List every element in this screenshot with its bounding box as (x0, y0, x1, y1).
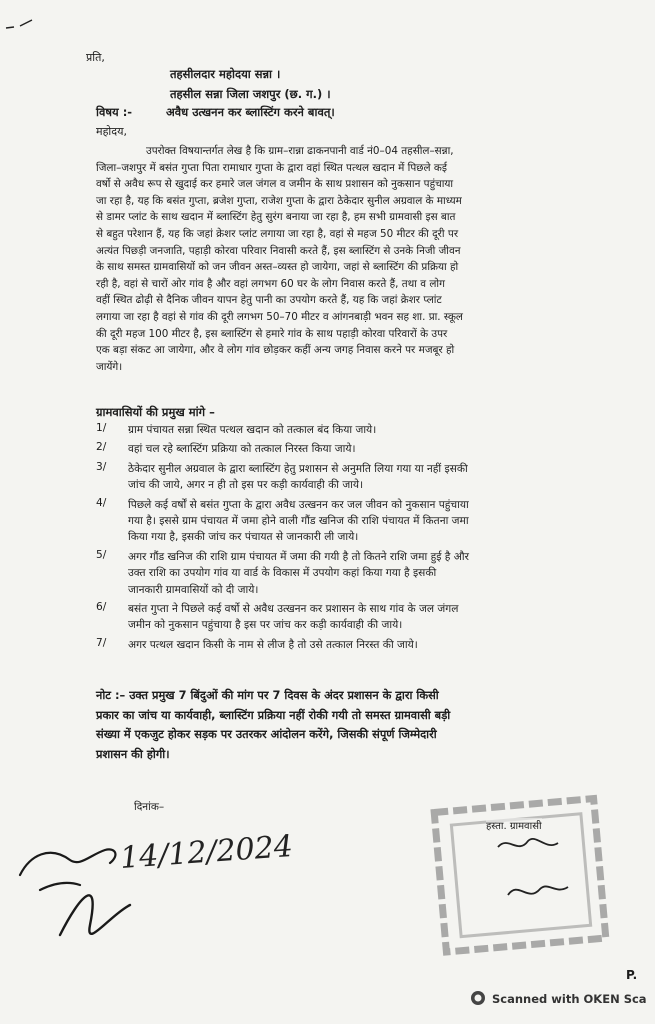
demand-line: ग्राम पंचायत सन्ना स्थित पत्थल खदान को तत्काल बंद किया जाये। (128, 424, 377, 436)
demand-text (128, 461, 636, 494)
demands-list (96, 422, 636, 656)
demand-number: 3/ (96, 460, 107, 473)
subject-label: विषय :- (96, 105, 133, 119)
demand-line: बसंत गुप्ता ने पिछले कई वर्षो से अवैध उत्खनन कर प्रशासन के साथ गांव के जल जंगल (128, 603, 459, 616)
subject-text: अवैध उत्खनन कर ब्लास्टिंग करने बावत्। (166, 105, 335, 119)
demand-line: उक्त राशि का उपयोग गांव या वार्ड के विकास में उपयोग कहां किया गया है इसकी (128, 567, 437, 580)
ink-stamp-icon (428, 785, 618, 960)
body-line: अत्यंत पिछड़ी जनजाति, पहाड़ी कोरवा परिवार निवासी करते हैं, इस ब्लास्टिंग से उनके निजी जीवन (96, 244, 461, 257)
note-line: संख्या में एकजुट होकर सड़क पर उतरकर आंदोलन करेंगे, जिसकी संपूर्ण जिम्मेदारी (96, 727, 437, 741)
page-marker: P. (626, 968, 638, 982)
salutation: महोदय, (96, 125, 127, 138)
handwritten-date: 14/12/2024 (118, 829, 294, 876)
demand-text (128, 422, 636, 438)
body-line: जिला–जशपुर में बसंत गुप्ता पिता रामाधार गुप्ता के द्वारा वहां स्थित पत्थल खदान में पिछले कई (96, 161, 447, 174)
demand-item (96, 497, 636, 546)
body-line: से डामर प्लांट के साथ खदान में ब्लास्टिंग हेतु सुरंग बनाया जा रहा है, हम सभी ग्रामवासी इस बात (96, 211, 456, 224)
demand-number: 2/ (96, 441, 107, 454)
demand-line: ठेकेदार सुनील अग्रवाल के द्वारा ब्लास्टिंग हेतु प्रशासन से अनुमति लिया गया या नहीं इसकी (128, 462, 468, 475)
demand-text (128, 497, 636, 546)
date-label: दिनांक– (134, 801, 165, 813)
demand-item (96, 441, 636, 457)
demand-number: 1/ (96, 422, 107, 434)
demand-line: वहां चल रहे ब्लास्टिंग प्रक्रिया को तत्काल निरस्त किया जाये। (128, 443, 356, 456)
demand-text (128, 601, 636, 634)
demand-item (96, 601, 636, 634)
demand-number: 7/ (96, 636, 107, 649)
body-line: लगाया जा रहा है वहां से गांव की दूरी लगभग 50–70 मीटर व आंगनबाड़ी भवन सह शा. प्रा. स्कूल (96, 310, 463, 323)
demand-number: 6/ (96, 601, 107, 614)
body-line: जायेंगे। (96, 360, 123, 373)
scanner-watermark-text: Scanned with OKEN Sca (492, 992, 647, 1006)
demand-item (96, 461, 636, 494)
note-line: प्रशासन की होगी। (96, 746, 170, 761)
note-paragraph (96, 686, 636, 764)
body-line: की दूरी महज 100 मीटर है, इस ब्लास्टिंग से हमारे गांव के साथ पहाड़ी कोरवा परिवारों के उपर (96, 327, 448, 340)
body-line: वर्षो से अवैध रूप से खुदाई कर हमारे जल जंगल व जमीन के साथ प्रशासन को नुकसान पहुंचाया (96, 178, 454, 191)
pen-mark-icon (4, 18, 34, 32)
demand-line: जानकारी ग्रामवासियों को दी जाये। (128, 583, 259, 596)
body-line: रही है, वहां से चारों ओर गांव है और वहां लगभग 60 घर के लोग निवास करते हैं, तथा व लोग (96, 277, 445, 290)
recipient-address-line1: तहसीलदार महोदया सन्ना । (170, 67, 281, 81)
recipient-label: प्रति, (86, 51, 105, 64)
demand-line: जांच की जाये, अगर न ही तो इस पर कड़ी कार्यवाही की जाये। (128, 479, 364, 492)
demand-item (96, 422, 636, 438)
note-line: नोट :– उक्त प्रमुख 7 बिंदुओं की मांग पर 7 दिवस के अंदर प्रशासन के द्वारा किसी (96, 688, 439, 702)
demand-line: किया गया है, इसकी जांच कर पंचायत से जानकारी ली जाये। (128, 531, 359, 544)
recipient-address-line2: तहसील सन्ना जिला जशपुर (छ. ग.) । (170, 87, 331, 101)
body-line: से बहुत परेशान हैं, यह कि जहां क्रेशर प्लांट लगाया जा रहा है, वहां से महज 50 मीटर की दूरी पर (96, 227, 459, 240)
demands-title: ग्रामवासियों की प्रमुख मांगे – (96, 405, 215, 419)
demand-line: अगर गौंड खनिज की राशि ग्राम पंचायत में जमा की गयी है तो कितने राशि जमा हुई है और (128, 550, 469, 563)
demand-line: अगर पत्थल खदान किसी के नाम से लीज है तो उसे तत्काल निरस्त की जाये। (128, 638, 418, 651)
demand-line: जमीन को नुकसान पहुंचाया है इस पर जांच कर कड़ी कार्यवाही की जाये। (128, 619, 403, 632)
body-line: वहीं स्थित ढोढ़ी से दैनिक जीवन यापन हेतु पानी का उपयोग करते हैं, यह कि जहां क्रेशर प्लांट (96, 294, 442, 307)
demand-item (96, 549, 636, 598)
body-line: एक बड़ा संकट आ जायेगा, और वे लोग गांव छोड़कर कहीं अन्य जगह निवास करने पर मजबूर हो (96, 344, 455, 357)
note-line: प्रकार का जांच या कार्यवाही, ब्लास्टिंग प्रक्रिया नहीं रोकी गयी तो समस्त ग्रामवासी बड़ी (96, 707, 451, 722)
demand-text (128, 549, 636, 598)
demand-text (128, 637, 636, 653)
body-line: जा रहा है, यह कि बसंत गुप्ता, ब्रजेश गुप्ता, राजेश गुप्ता के द्वारा ठेकेदार सुनील अग्रवाल के माध्यम (96, 194, 462, 207)
demand-text (128, 441, 636, 457)
body-line: के साथ समस्त ग्रामवासियों को जन जीवन अस्त–व्यस्त हो जायेगा, जहां से ब्लास्टिंग की प्रक्रिया हो (96, 261, 459, 274)
scanner-app-icon (470, 990, 486, 1006)
demand-line: गया है। इससे ग्राम पंचायत में जमा होने वाली गौंड खनिज की राशि पंचायत में कितना जमा (128, 515, 469, 528)
body-line: उपरोक्त विषयान्तर्गत लेख है कि ग्राम–रान्ना ढाकनपानी वार्ड नं0–04 तहसील–सन्ना, (146, 145, 454, 157)
letter-body (96, 143, 626, 375)
signature-label: हस्ता. ग्रामवासी (486, 818, 542, 832)
demand-item (96, 637, 636, 653)
demand-number: 4/ (96, 496, 107, 509)
demand-line: पिछले कई वर्षों से बसंत गुप्ता के द्वारा अवैध उत्खनन कर जल जीवन को नुकसान पहुंचाया (128, 498, 469, 511)
demand-number: 5/ (96, 548, 107, 561)
